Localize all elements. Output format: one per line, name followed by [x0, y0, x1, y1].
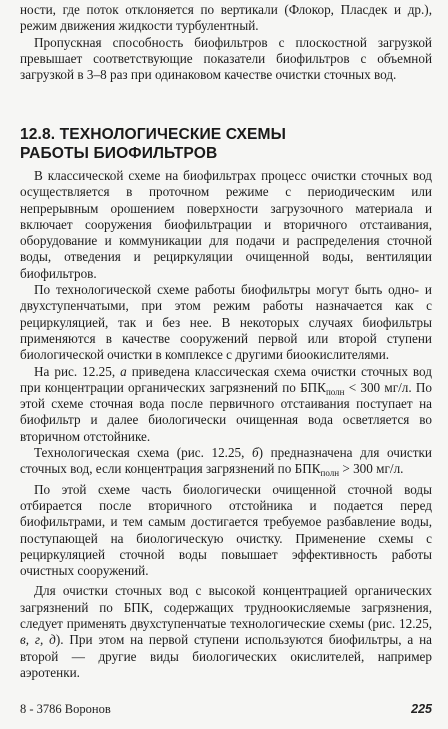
- subscript: полн: [325, 386, 345, 397]
- section-body: [20, 168, 432, 681]
- paragraph-recirculation: По этой схеме часть биологически очищенной сточной воды отбирается после вторичного отстойника и подается перед биофильтрами, и тем самым достигается требуемое разбавление воды, поступающей на биологическую очистку. Применение схемы с рециркуляцией сточной воды повышает эффективность работы очистных сооружений.: [20, 481, 432, 579]
- page-number: 225: [411, 702, 432, 716]
- text-span: Для очистки сточных вод с высокой концентрацией органических загрязнений по БПК, содержащих трудноокисляемые загрязнения, следует применять двухступенчатые технологические схемы (рис. 12.25,: [20, 583, 432, 632]
- text-span: < 300 мг/л. По этой схеме сточная вода после первичного отстаивания поступает на биофильтр и далее биологически очищенная вода осветляется во вторичном отстойнике.: [20, 379, 432, 444]
- italic-span: а: [120, 363, 127, 379]
- text-span: приведена классическая схема очистки сточных вод при концентрации органических загрязнений по БПК: [20, 363, 432, 395]
- top-paragraphs: [20, 2, 432, 83]
- section-heading-line1: 12.8. ТЕХНОЛОГИЧЕСКИЕ СХЕМЫ: [20, 126, 286, 143]
- paragraph-throughput: Пропускная способность биофильтров с плоскостной загрузкой превышает соответствующие показатели биофильтров с объемной загрузкой в 3–8 раз при одинаковом качестве очистки сточных вод.: [20, 34, 432, 83]
- text-span: > 300 мг/л.: [339, 461, 404, 477]
- text-span: ) предназначена для очистки сточных вод, если концентрация загрязнений по БПК: [20, 445, 432, 477]
- paragraph-continued: ности, где поток отклоняется по вертикали (Флокор, Пласдек и др.), режим движения жидкости турбулентный.: [20, 2, 432, 34]
- section-heading: [20, 125, 432, 163]
- print-signature: 8 - 3786 Воронов: [20, 702, 111, 716]
- text-span: На рис. 12.25,: [34, 363, 121, 379]
- italic-span: в, г, д: [20, 632, 56, 648]
- text-span: Технологическая схема (рис. 12.25,: [34, 445, 252, 461]
- subscript: полн: [320, 468, 340, 479]
- section-heading-line2: РАБОТЫ БИОФИЛЬТРОВ: [20, 145, 218, 162]
- paragraph-classic-scheme: В классической схеме на биофильтрах процесс очистки сточных вод осуществляется в проточном режиме с периодическим или непрерывным орошением поверхности загрузочного материала и включает сооружения биофильтрации и вторичного отстаивания, оборудование и коммуникации для подачи и распределения сточной воды, отведения и рециркуляции очищенной воды, вентиляции биофильтров.: [20, 168, 432, 281]
- paragraph-stages: По технологической схеме работы биофильтры могут быть одно- и двухступенчатыми, при этом режим работы назначается как с рециркуляцией, так и без нее. В некоторых случаях биофильтры применяются в качестве сооружений первой или второй ступени биологической очистки в комплексе с другими биоокислителями.: [20, 282, 432, 363]
- text-span: ). При этом на первой ступени используются биофильтры, а на второй — другие виды биологических окислителей, например аэротенки.: [20, 632, 432, 680]
- italic-span: б: [252, 445, 259, 461]
- paragraph-figure-b: [20, 445, 432, 478]
- paragraph-figure-a: [20, 364, 432, 445]
- paragraph-two-stage: [20, 583, 432, 681]
